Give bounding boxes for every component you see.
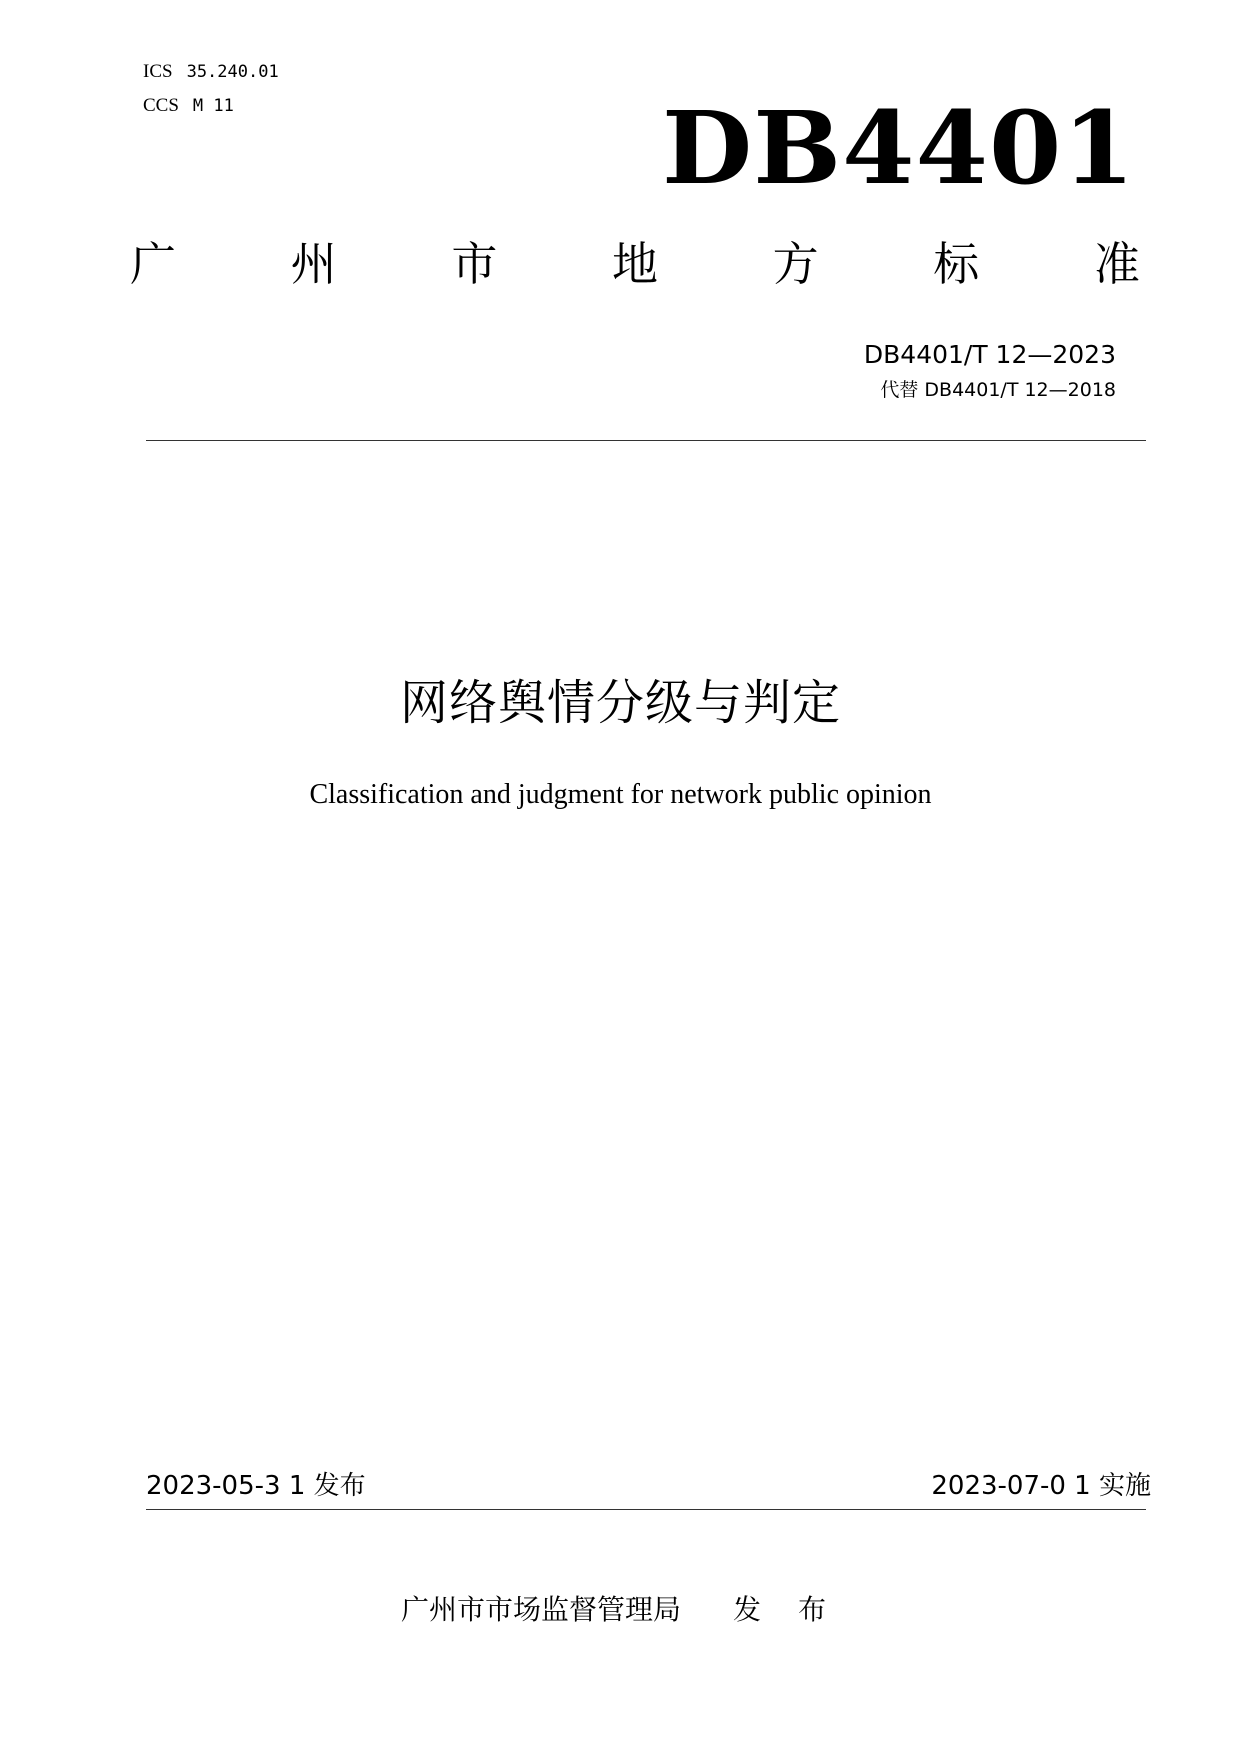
footer-divider xyxy=(146,1509,1146,1510)
issuer-name: 广州市市场监督管理局 xyxy=(401,1593,682,1626)
standard-type-char: 方 xyxy=(772,237,819,291)
standard-number: DB4401/T 12—2023 xyxy=(863,340,1116,369)
ics-classification xyxy=(143,60,279,84)
document-title-english: Classification and judgment for network public opinion xyxy=(309,779,932,810)
standard-logo: DB4401 xyxy=(662,89,1136,207)
ccs-code: M 11 xyxy=(192,96,234,116)
ccs-classification xyxy=(143,94,234,118)
header-divider xyxy=(146,440,1146,441)
standard-type-heading xyxy=(130,236,1140,292)
standard-type-char: 标 xyxy=(933,237,980,291)
replaces-standard: 代替 DB4401/T 12—2018 xyxy=(880,379,1116,401)
issuing-authority xyxy=(0,1593,1241,1627)
standard-type-char: 州 xyxy=(290,237,337,291)
publish-date: 2023-05-3 1 发布 xyxy=(146,1471,366,1501)
document-title-chinese: 网络舆情分级与判定 xyxy=(399,675,841,731)
standard-type-char: 广 xyxy=(130,237,176,291)
standard-type-char: 准 xyxy=(1093,237,1140,291)
ics-code: 35.240.01 xyxy=(186,62,279,82)
issue-label: 发 布 xyxy=(733,1593,840,1626)
implementation-date: 2023-07-0 1 实施 xyxy=(931,1471,1151,1501)
ccs-label: CCS xyxy=(143,95,179,116)
ics-label: ICS xyxy=(143,61,173,82)
standard-type-char: 市 xyxy=(451,237,498,291)
standard-type-char: 地 xyxy=(611,237,658,291)
